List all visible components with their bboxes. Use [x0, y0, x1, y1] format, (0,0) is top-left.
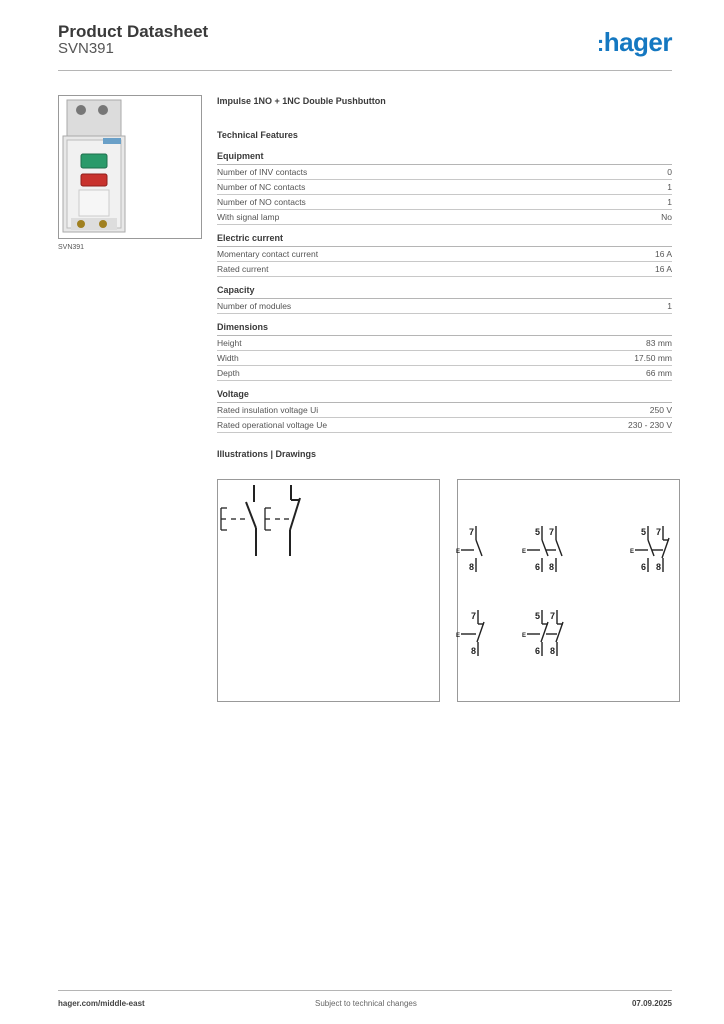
terminal-label: 8	[550, 646, 556, 656]
feature-label: Number of modules	[217, 301, 292, 311]
page-header	[58, 20, 672, 71]
feature-group	[217, 389, 672, 433]
feature-group	[217, 322, 672, 381]
feature-group-title: Voltage	[217, 389, 672, 403]
drawing-front-symbol	[217, 479, 440, 702]
feature-group-title: Dimensions	[217, 322, 672, 336]
terminal-label: 7	[550, 611, 556, 621]
terminal-label: 8	[471, 646, 477, 656]
feature-row	[217, 336, 672, 351]
feature-row	[217, 418, 672, 433]
feature-value: 1	[667, 301, 672, 311]
feature-value: 230 - 230 V	[628, 420, 672, 430]
feature-row	[217, 351, 672, 366]
feature-value: 17.50 mm	[634, 353, 672, 363]
feature-groups	[217, 151, 672, 433]
feature-group-title: Capacity	[217, 285, 672, 299]
product-name: Impulse 1NO + 1NC Double Pushbutton	[217, 96, 386, 106]
feature-label: Number of INV contacts	[217, 167, 308, 177]
terminal-label: E	[522, 549, 527, 555]
footer-notice: Subject to technical changes	[315, 999, 417, 1008]
feature-value: 0	[667, 167, 672, 177]
feature-value: 1	[667, 197, 672, 207]
feature-row	[217, 403, 672, 418]
feature-label: Rated current	[217, 264, 269, 274]
feature-value: 16 A	[654, 264, 672, 274]
terminal-label: 5	[535, 611, 541, 621]
feature-group	[217, 151, 672, 225]
feature-value: 83 mm	[646, 338, 672, 348]
footer-date: 07.09.2025	[631, 999, 672, 1008]
feature-value: 16 A	[654, 249, 672, 259]
feature-row	[217, 262, 672, 277]
feature-row	[217, 195, 672, 210]
feature-group-title: Equipment	[217, 151, 672, 165]
feature-value: 66 mm	[646, 368, 672, 378]
feature-label: Number of NC contacts	[217, 182, 306, 192]
feature-label: Number of NO contacts	[217, 197, 306, 207]
terminal-label: 6	[535, 646, 541, 656]
main-content	[217, 96, 672, 459]
product-image	[58, 95, 202, 239]
feature-group	[217, 233, 672, 277]
product-image-caption: SVN391	[58, 244, 85, 251]
terminal-label: 7	[469, 527, 475, 537]
terminal-label: 8	[549, 562, 555, 572]
footer-website: hager.com/middle-east	[58, 999, 145, 1008]
feature-row	[217, 180, 672, 195]
feature-label: Depth	[217, 368, 240, 378]
feature-value: 250 V	[649, 405, 672, 415]
terminal-label: E	[456, 549, 461, 555]
terminal-label: 5	[641, 527, 647, 537]
feature-row	[217, 299, 672, 314]
terminal-label: 7	[549, 527, 555, 537]
product-code: SVN391	[58, 40, 114, 57]
feature-group	[217, 285, 672, 314]
feature-row	[217, 210, 672, 225]
terminal-label: 8	[469, 562, 475, 572]
feature-label: Height	[217, 338, 242, 348]
feature-label: Rated insulation voltage Ui	[217, 405, 319, 415]
page-footer	[58, 990, 672, 1012]
feature-row	[217, 247, 672, 262]
technical-features-heading: Technical Features	[217, 130, 298, 140]
feature-label: Rated operational voltage Ue	[217, 420, 328, 430]
terminal-label: E	[522, 633, 527, 639]
hager-logo: :hager	[596, 27, 672, 57]
feature-label: With signal lamp	[217, 212, 280, 222]
terminal-label: 6	[641, 562, 647, 572]
drawing-wiring-symbols	[457, 479, 680, 702]
feature-label: Momentary contact current	[217, 249, 319, 259]
feature-group-title: Electric current	[217, 233, 672, 247]
terminal-label: 6	[535, 562, 541, 572]
feature-value: 1	[667, 182, 672, 192]
feature-label: Width	[217, 353, 239, 363]
feature-value: No	[661, 212, 672, 222]
feature-row	[217, 366, 672, 381]
terminal-label: 5	[535, 527, 541, 537]
terminal-label: 7	[471, 611, 477, 621]
feature-row	[217, 165, 672, 180]
terminal-label: E	[456, 633, 461, 639]
terminal-label: E	[630, 549, 635, 555]
terminal-label: 8	[656, 562, 662, 572]
terminal-label: 7	[656, 527, 662, 537]
illustrations-heading: Illustrations | Drawings	[217, 449, 317, 459]
page-title: Product Datasheet	[58, 22, 209, 41]
